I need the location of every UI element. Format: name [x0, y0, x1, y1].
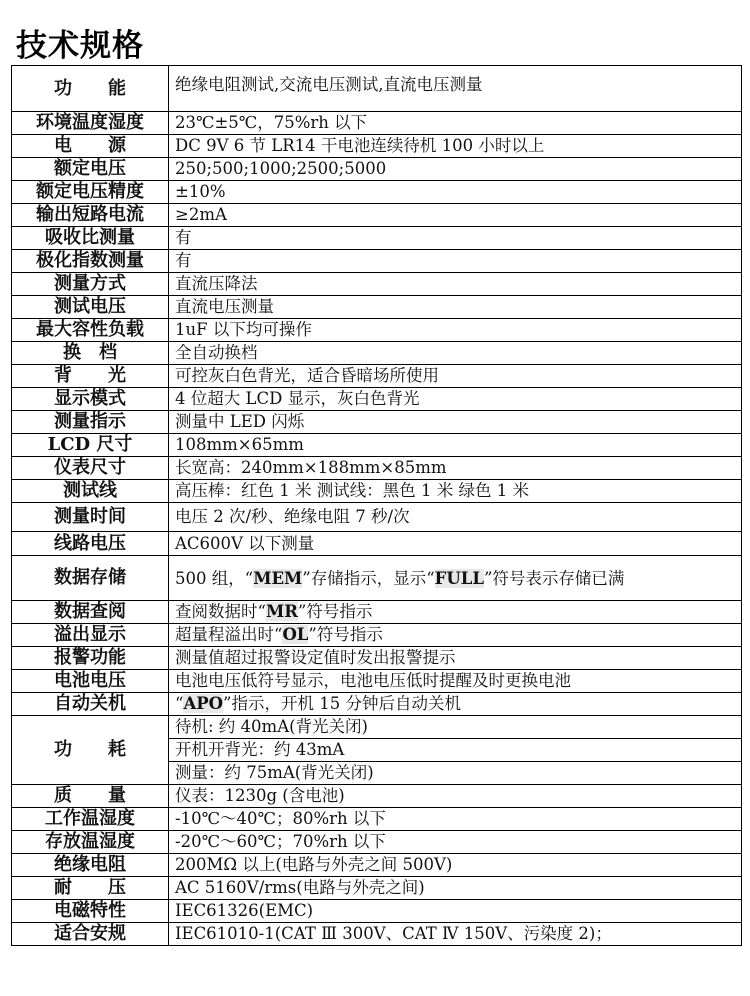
- value-text: 500 组，“: [175, 568, 254, 588]
- value-text: 全自动换档: [175, 343, 258, 362]
- spec-value: [169, 556, 742, 601]
- value-text: 高压棒：红色 1 米 测试线：黑色 1 米 绿色 1 米: [175, 481, 529, 500]
- spec-value: [169, 158, 742, 181]
- table-row: [12, 716, 742, 739]
- spec-value: [169, 319, 742, 342]
- value-text: ”符号指示: [308, 625, 383, 644]
- spec-value: [169, 365, 742, 388]
- spec-label: 换 档: [12, 342, 169, 365]
- spec-value: [169, 739, 742, 762]
- table-row: [12, 227, 742, 250]
- table-row: [12, 181, 742, 204]
- value-text: 测量值超过报警设定值时发出报警提示: [175, 648, 456, 667]
- table-row: [12, 434, 742, 457]
- spec-label: 测量时间: [12, 503, 169, 532]
- value-text: 开机开背光：约 43mA: [175, 740, 345, 759]
- spec-label: 测试电压: [12, 296, 169, 319]
- spec-value: [169, 762, 742, 785]
- value-text: 4 位超大 LCD 显示，灰白色背光: [175, 389, 420, 408]
- value-text: ≥2mA: [175, 205, 227, 224]
- spec-label: 显示模式: [12, 388, 169, 411]
- spec-value: [169, 135, 742, 158]
- value-text: 直流电压测量: [175, 297, 274, 316]
- table-row: [12, 831, 742, 854]
- spec-label: LCD 尺寸: [12, 434, 169, 457]
- table-row: [12, 647, 742, 670]
- table-row: [12, 923, 742, 946]
- table-row: [12, 66, 742, 112]
- spec-value: [169, 388, 742, 411]
- value-text: 有: [175, 228, 192, 247]
- symbol-text: MR: [265, 602, 298, 621]
- table-row: [12, 112, 742, 135]
- spec-label: 耐 压: [12, 877, 169, 900]
- symbol-text: MEM: [253, 568, 303, 588]
- spec-value: [169, 112, 742, 135]
- value-text: 电池电压低符号显示，电池电压低时提醒及时更换电池: [175, 671, 571, 690]
- table-row: [12, 693, 742, 716]
- spec-value: [169, 601, 742, 624]
- value-text: ”存储指示，显示“: [302, 568, 435, 588]
- table-row: [12, 670, 742, 693]
- spec-value: [169, 273, 742, 296]
- spec-label: 溢出显示: [12, 624, 169, 647]
- page-title: 技术规格: [16, 28, 144, 64]
- table-row: [12, 411, 742, 434]
- spec-label: 绝缘电阻: [12, 854, 169, 877]
- table-row: [12, 342, 742, 365]
- table-row: [12, 532, 742, 556]
- spec-value: [169, 181, 742, 204]
- value-text: AC 5160V/rms(电路与外壳之间): [175, 878, 425, 897]
- spec-label: 线路电压: [12, 532, 169, 556]
- spec-label: 电 源: [12, 135, 169, 158]
- spec-value: [169, 877, 742, 900]
- table-row: [12, 135, 742, 158]
- table-row: [12, 503, 742, 532]
- value-text: 测量：约 75mA(背光关闭): [175, 763, 374, 782]
- table-row: [12, 273, 742, 296]
- value-text: 250;500;1000;2500;5000: [175, 159, 387, 178]
- spec-label: 输出短路电流: [12, 204, 169, 227]
- table-row: [12, 900, 742, 923]
- value-text: 电压 2 次/秒、绝缘电阻 7 秒/次: [175, 507, 410, 526]
- spec-value: [169, 532, 742, 556]
- table-row: [12, 365, 742, 388]
- spec-label: 电池电压: [12, 670, 169, 693]
- spec-label: 适合安规: [12, 923, 169, 946]
- spec-value: [169, 204, 742, 227]
- spec-value: [169, 434, 742, 457]
- spec-value: [169, 670, 742, 693]
- spec-label: 报警功能: [12, 647, 169, 670]
- symbol-text: FULL: [434, 568, 484, 588]
- spec-value: [169, 854, 742, 877]
- spec-label: 最大容性负载: [12, 319, 169, 342]
- spec-label: 额定电压: [12, 158, 169, 181]
- spec-value: [169, 900, 742, 923]
- spec-value: [169, 227, 742, 250]
- spec-value: [169, 250, 742, 273]
- spec-value: [169, 808, 742, 831]
- table-row: [12, 624, 742, 647]
- table-row: [12, 457, 742, 480]
- value-text: -10℃～40℃；80%rh 以下: [175, 809, 386, 828]
- value-text: 1uF 以下均可操作: [175, 320, 312, 339]
- spec-value: [169, 342, 742, 365]
- spec-label: 测试线: [12, 480, 169, 503]
- spec-label: 功 能: [12, 66, 169, 112]
- table-row: [12, 877, 742, 900]
- value-text: 长宽高：240mm×188mm×85mm: [175, 458, 447, 477]
- spec-value: [169, 785, 742, 808]
- spec-label: 自动关机: [12, 693, 169, 716]
- value-text: AC600V 以下测量: [175, 533, 315, 553]
- spec-label: 极化指数测量: [12, 250, 169, 273]
- table-row: [12, 250, 742, 273]
- table-row: [12, 808, 742, 831]
- symbol-text: APO: [183, 694, 224, 713]
- value-text: 查阅数据时“: [175, 602, 266, 621]
- spec-label: 测量指示: [12, 411, 169, 434]
- value-text: DC 9V 6 节 LR14 干电池连续待机 100 小时以上: [175, 136, 545, 155]
- value-text: IEC61326(EMC): [175, 901, 314, 920]
- table-row: [12, 601, 742, 624]
- spec-value: [169, 296, 742, 319]
- spec-label: 数据存储: [12, 556, 169, 601]
- value-text: ”符号表示存储已满: [483, 568, 625, 588]
- value-text: 仪表：1230g (含电池): [175, 786, 345, 805]
- spec-label: 测量方式: [12, 273, 169, 296]
- spec-value: [169, 923, 742, 946]
- spec-label: 电磁特性: [12, 900, 169, 923]
- value-text: 有: [175, 251, 192, 270]
- spec-label: 功 耗: [12, 716, 169, 785]
- table-row: [12, 854, 742, 877]
- value-text: 直流压降法: [175, 274, 258, 293]
- value-text: 绝缘电阻测试,交流电压测试,直流电压测量: [175, 75, 483, 94]
- spec-value: [169, 716, 742, 739]
- spec-label: 吸收比测量: [12, 227, 169, 250]
- value-text: 23℃±5℃，75%rh 以下: [175, 113, 368, 132]
- spec-value: [169, 66, 742, 112]
- table-row: [12, 480, 742, 503]
- spec-label: 数据查阅: [12, 601, 169, 624]
- spec-label: 背 光: [12, 365, 169, 388]
- spec-value: [169, 831, 742, 854]
- value-text: 测量中 LED 闪烁: [175, 412, 305, 431]
- table-row: [12, 785, 742, 808]
- spec-value: [169, 647, 742, 670]
- spec-value: [169, 503, 742, 532]
- spec-label: 环境温度湿度: [12, 112, 169, 135]
- spec-table: [11, 65, 742, 946]
- value-text: “: [175, 694, 184, 713]
- table-row: [12, 296, 742, 319]
- table-row: [12, 158, 742, 181]
- value-text: ”符号指示: [297, 602, 373, 621]
- symbol-text: OL: [282, 625, 309, 644]
- spec-value: [169, 457, 742, 480]
- table-row: [12, 388, 742, 411]
- value-text: 待机: 约 40mA(背光关闭): [175, 717, 368, 736]
- table-row: [12, 204, 742, 227]
- value-text: 可控灰白色背光，适合昏暗场所使用: [175, 366, 439, 385]
- spec-value: [169, 411, 742, 434]
- spec-label: 质 量: [12, 785, 169, 808]
- spec-label: 额定电压精度: [12, 181, 169, 204]
- value-text: 108mm×65mm: [175, 435, 304, 454]
- table-row: [12, 556, 742, 601]
- value-text: ±10%: [175, 182, 226, 201]
- spec-label: 仪表尺寸: [12, 457, 169, 480]
- spec-value: [169, 480, 742, 503]
- spec-label: 工作温湿度: [12, 808, 169, 831]
- spec-label: 存放温湿度: [12, 831, 169, 854]
- spec-value: [169, 624, 742, 647]
- value-text: 200MΩ 以上(电路与外壳之间 500V): [175, 855, 453, 874]
- value-text: -20℃～60℃；70%rh 以下: [175, 832, 386, 851]
- spec-value: [169, 693, 742, 716]
- table-row: [12, 319, 742, 342]
- value-text: IEC61010-1(CAT Ⅲ 300V、CAT Ⅳ 150V、污染度 2)；: [175, 924, 612, 943]
- value-text: 超量程溢出时“: [175, 625, 283, 644]
- value-text: ”指示，开机 15 分钟后自动关机: [223, 694, 461, 713]
